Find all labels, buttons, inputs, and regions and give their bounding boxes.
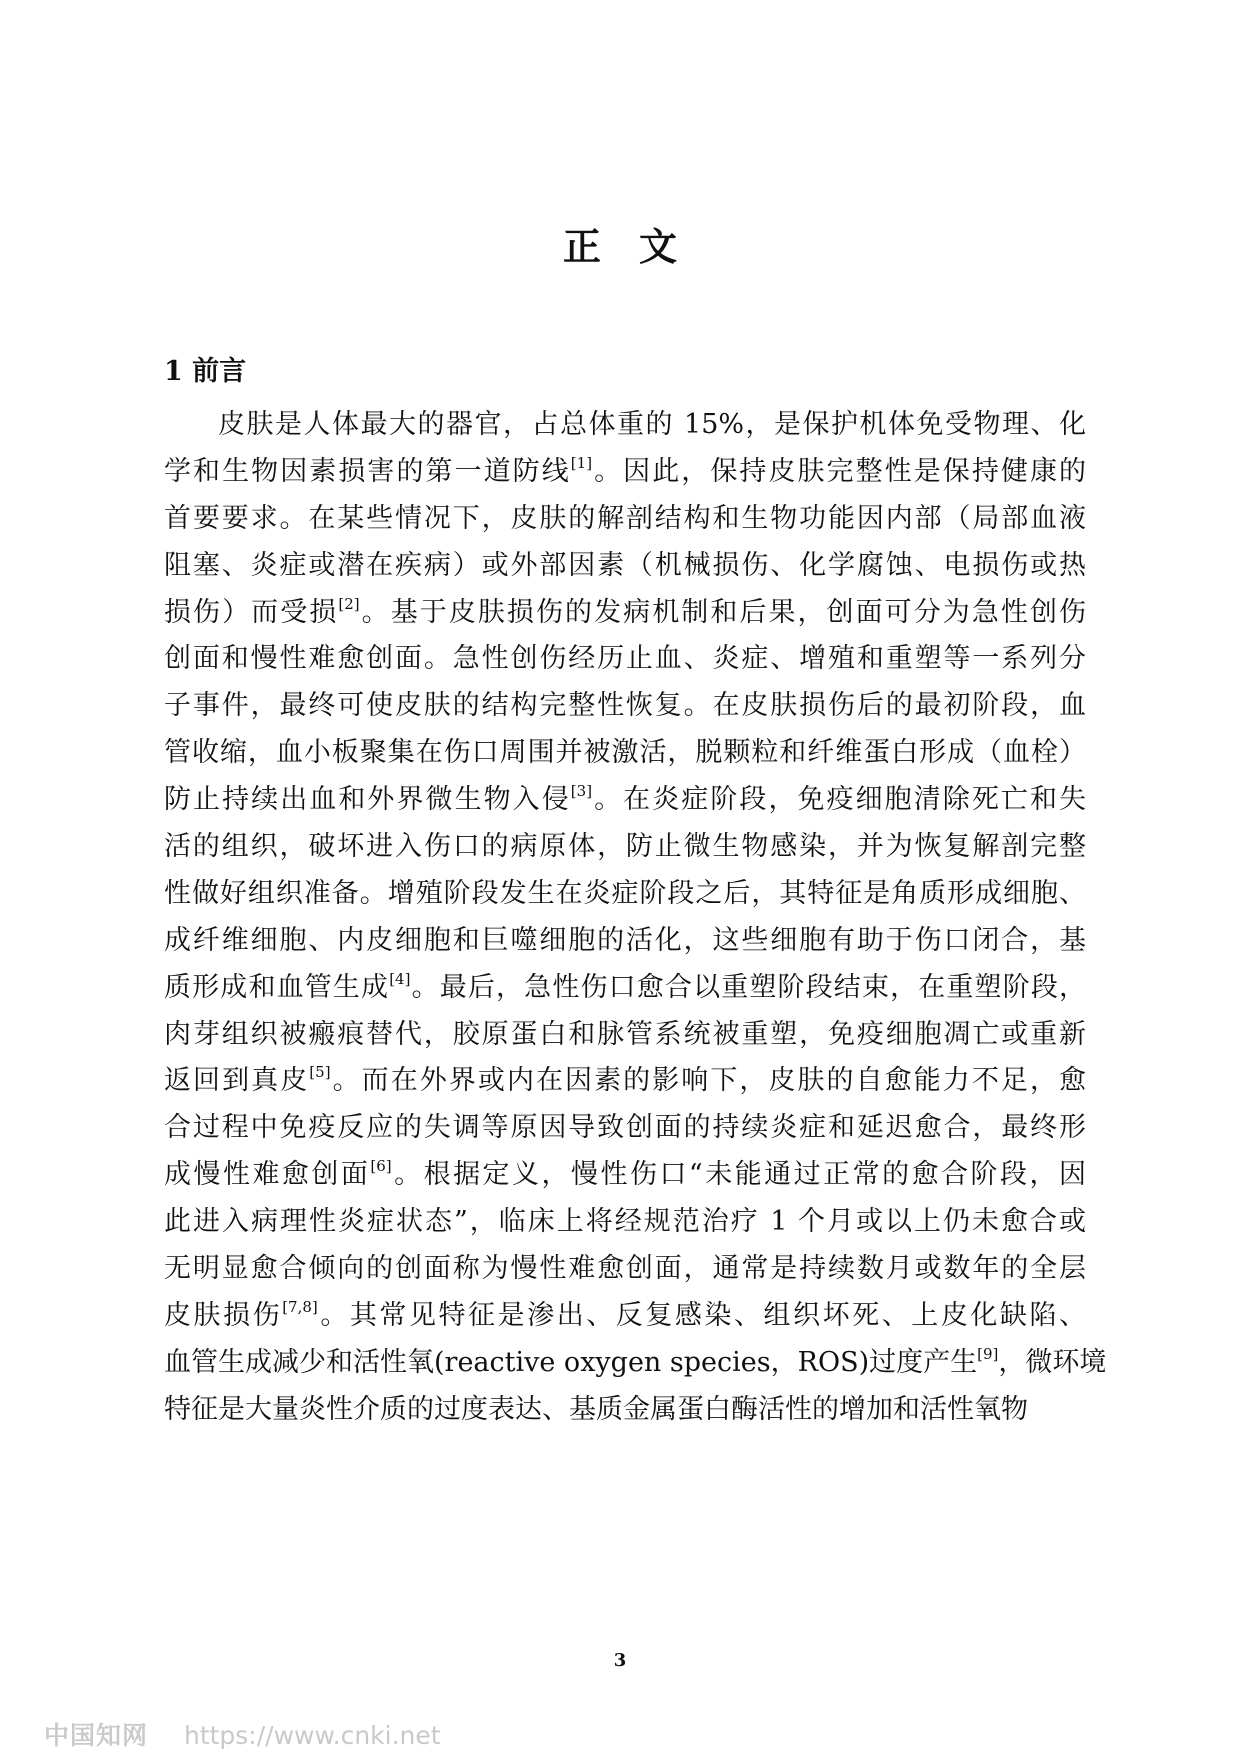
- citation-ref: [6]: [370, 1157, 392, 1176]
- section-heading: 1 前言: [164, 356, 247, 387]
- text-run: 性做好组织准备。增殖阶段发生在炎症阶段之后，其特征是角质形成细胞、: [164, 877, 1086, 909]
- text-run: 皮肤损伤: [164, 1299, 283, 1331]
- text-run: 。其常见特征是渗出、反复感染、组织坏死、上皮化缺陷、: [317, 1299, 1087, 1331]
- text-run: 无明显愈合倾向的创面称为慢性难愈创面，通常是持续数月或数年的全层: [164, 1253, 1086, 1285]
- text-line: [164, 1152, 1086, 1199]
- text-line: [164, 1340, 1107, 1387]
- citation-ref: [2]: [338, 594, 360, 613]
- text-line: [164, 777, 1086, 824]
- citation-ref: [7,8]: [282, 1297, 318, 1316]
- text-run: 。因此，保持皮肤完整性是保持健康的: [592, 455, 1087, 487]
- text-line: [164, 1387, 1086, 1434]
- citation-ref: [4]: [389, 969, 411, 988]
- text-run: 。而在外界或内在因素的影响下，皮肤的自愈能力不足，愈: [330, 1065, 1087, 1097]
- text-run: 管收缩，血小板聚集在伤口周围并被激活，脱颗粒和纤维蛋白形成（血栓）: [164, 737, 1086, 769]
- cnki-logo: 中国知网: [44, 1721, 149, 1750]
- text-run: 质形成和血管生成: [164, 971, 390, 1003]
- text-run: 肉芽组织被瘢痕替代，胶原蛋白和脉管系统被重塑，免疫细胞凋亡或重新: [164, 1018, 1086, 1050]
- text-line: [164, 1246, 1086, 1293]
- citation-ref: [3]: [570, 782, 593, 801]
- watermark: [44, 1716, 441, 1752]
- text-run: 此进入病理性炎症状态”，临床上将经规范治疗 1 个月或以上仍未愈合或: [164, 1206, 1086, 1238]
- text-line: [164, 824, 1086, 871]
- text-line: [164, 1293, 1086, 1340]
- text-run: 特征是大量炎性介质的过度表达、基质金属蛋白酶活性的增加和活性氧物: [164, 1393, 1028, 1425]
- text-run: 学和生物因素损害的第一道防线: [164, 455, 571, 487]
- text-run: 成纤维细胞、内皮细胞和巨噬细胞的活化，这些细胞有助于伤口闭合，基: [164, 924, 1086, 956]
- text-run: 防止持续出血和外界微生物入侵: [164, 784, 571, 816]
- text-line: [164, 1105, 1086, 1152]
- text-line: [164, 871, 1086, 918]
- text-run: 创面和慢性难愈创面。急性创伤经历止血、炎症、增殖和重塑等一系列分: [164, 643, 1086, 675]
- text-line: [164, 1058, 1086, 1105]
- text-line: [164, 1012, 1086, 1059]
- text-line: [164, 402, 1086, 449]
- text-run: 。最后，急性伤口愈合以重塑阶段结束，在重塑阶段，: [410, 971, 1086, 1003]
- text-line: [164, 590, 1086, 637]
- text-run: 子事件，最终可使皮肤的结构完整性恢复。在皮肤损伤后的最初阶段，血: [164, 690, 1086, 722]
- text-line: [164, 965, 1086, 1012]
- text-run: ，微环境: [998, 1346, 1107, 1378]
- text-line: [164, 918, 1086, 965]
- text-run: 成慢性难愈创面: [164, 1159, 371, 1191]
- text-run: 。在炎症阶段，免疫细胞清除死亡和失: [592, 784, 1087, 816]
- text-run: 返回到真皮: [164, 1065, 310, 1097]
- text-run: 损伤）而受损: [164, 596, 339, 628]
- text-run: 合过程中免疫反应的失调等原因导致创面的持续炎症和延迟愈合，最终形: [164, 1112, 1086, 1144]
- text-line: [164, 636, 1086, 683]
- citation-ref: [9]: [977, 1344, 999, 1363]
- text-run: 。基于皮肤损伤的发病机制和后果，创面可分为急性创伤: [359, 596, 1087, 628]
- text-line: [164, 1199, 1086, 1246]
- text-line: [164, 449, 1086, 496]
- body-text: [164, 402, 1107, 1434]
- text-line: [164, 496, 1086, 543]
- text-run: 血管生成减少和活性氧(reactive oxygen species，ROS)过度产生: [164, 1346, 978, 1378]
- text-run: 皮肤是人体最大的器官，占总体重的 15%，是保护机体免受物理、化: [218, 409, 1086, 440]
- page-title: 正文: [562, 224, 715, 269]
- text-run: 首要要求。在某些情况下，皮肤的解剖结构和生物功能因内部（局部血液: [164, 502, 1086, 534]
- text-run: 。根据定义，慢性伤口“未能通过正常的愈合阶段，因: [391, 1159, 1086, 1191]
- watermark-url: https://www.cnki.net: [183, 1721, 441, 1750]
- text-run: 活的组织，破坏进入伤口的病原体，防止微生物感染，并为恢复解剖完整: [164, 831, 1086, 863]
- citation-ref: [1]: [570, 453, 593, 472]
- citation-ref: [5]: [309, 1063, 331, 1082]
- text-line: [164, 683, 1086, 730]
- text-line: [164, 543, 1086, 590]
- text-line: [164, 730, 1086, 777]
- page-number: 3: [613, 1650, 627, 1671]
- text-run: 阻塞、炎症或潜在疾病）或外部因素（机械损伤、化学腐蚀、电损伤或热: [164, 549, 1086, 581]
